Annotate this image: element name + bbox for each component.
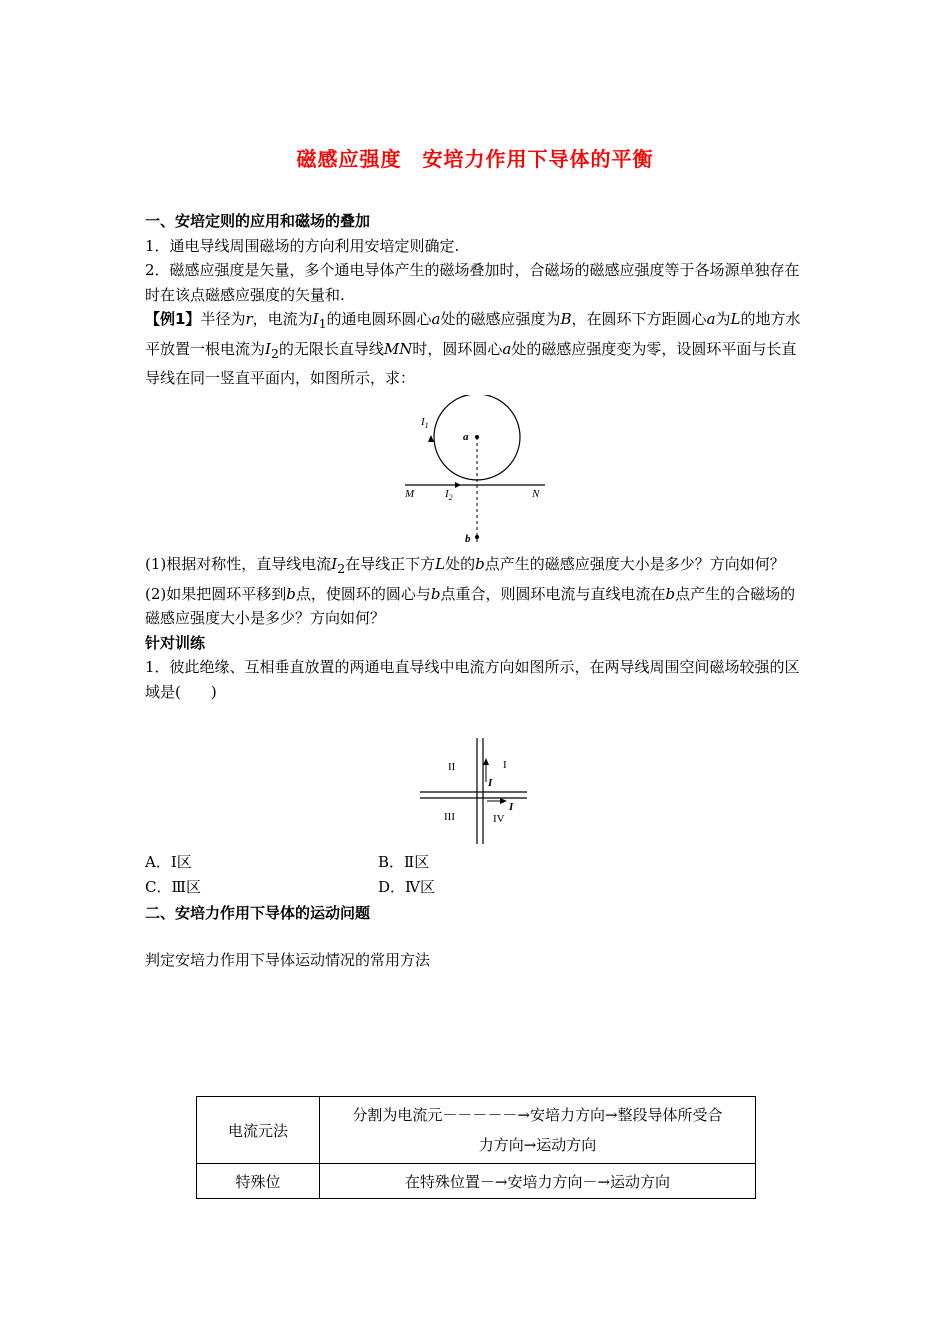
method-table	[196, 1096, 756, 1199]
page-title: 磁感应强度 安培力作用下导体的平衡	[296, 147, 654, 171]
table-cell-method-name: 电流元法	[197, 1097, 320, 1164]
wire-current-arrow	[455, 482, 461, 488]
paragraph-1: 1．通电导线周围磁场的方向利用安培定则确定.	[145, 236, 460, 255]
label-region-iii: III	[444, 811, 455, 823]
example-questions	[145, 552, 810, 704]
figure-ring-and-wire	[395, 395, 555, 550]
question-2: (2)如果把圆环平移到b点，使圆环的圆心与b点重合，则圆环电流与直线电流在b点产生的合磁场的磁感应强度大小是多少？方向如何？	[145, 584, 796, 627]
label-current-h: I	[509, 801, 514, 813]
table-row	[197, 1097, 756, 1164]
label-region-ii: II	[448, 761, 456, 773]
question-1: (1)根据对称性，直导线电流$I_2$在导线正下方L处的b点产生的磁感应强度大小是多少？方向如何？	[145, 555, 785, 576]
choice-a: A．Ⅰ区	[145, 853, 192, 871]
label-b: b	[465, 533, 471, 545]
label-current-v: I	[488, 777, 493, 789]
ring-current-arrow	[428, 435, 434, 442]
training-heading: 针对训练	[145, 633, 206, 652]
table-cell-method-name: 特殊位	[197, 1164, 320, 1199]
label-region-iv: IV	[493, 813, 505, 825]
vertical-current-arrow	[483, 758, 489, 765]
label-region-i: I	[503, 759, 507, 771]
choice-c: C．Ⅲ区	[145, 878, 201, 896]
point-b	[475, 535, 479, 539]
choice-d: D．Ⅳ区	[378, 878, 436, 896]
example-1: 【例1】半径为r，电流为$I_1$的通电圆环圆心a处的磁感应强度为B，在圆环下方距圆心a为L的地方水平放置一根电流为$I_2$的无限长直导线MN时，圆环圆心a处的磁感应强度变为零，设圆环平面与长直导线在同一竖直平面内，如图所示，求：	[145, 310, 801, 387]
section2-heading: 二、安培力作用下导体的运动问题	[145, 904, 371, 922]
example-tag: 【例1】	[145, 310, 201, 328]
section1-heading: 一、安培定则的应用和磁场的叠加	[145, 212, 371, 230]
paragraph-2: 2．磁感应强度是矢量，多个通电导体产生的磁场叠加时，合磁场的磁感应强度等于各场源单独存在时在该点磁感应强度的矢量和.	[145, 261, 800, 304]
section1	[145, 209, 810, 391]
table-row	[197, 1164, 756, 1199]
choice-b: B．Ⅱ区	[378, 853, 430, 871]
section2-intro: 判定安培力作用下导体运动情况的常用方法	[145, 951, 431, 969]
label-i1: $I_1$	[421, 416, 429, 430]
table-cell-method-desc: 在特殊位置－→安培力方向－→运动方向	[320, 1164, 756, 1199]
label-m: M	[405, 488, 415, 500]
point-a	[475, 435, 479, 439]
label-i2: $I_2$	[445, 488, 453, 502]
label-n: N	[532, 488, 540, 500]
label-a: a	[463, 431, 469, 443]
figure-crossed-wires	[415, 738, 530, 846]
table-cell-method-desc: 分割为电流元－－－－－→安培力方向→整段导体所受合 力方向→运动方向	[320, 1097, 756, 1164]
horizontal-current-arrow	[500, 798, 507, 804]
training-question-1: 1．彼此绝缘、互相垂直放置的两通电直导线中电流方向如图所示，在两导线周围空间磁场较强的区域是( )	[145, 658, 800, 701]
